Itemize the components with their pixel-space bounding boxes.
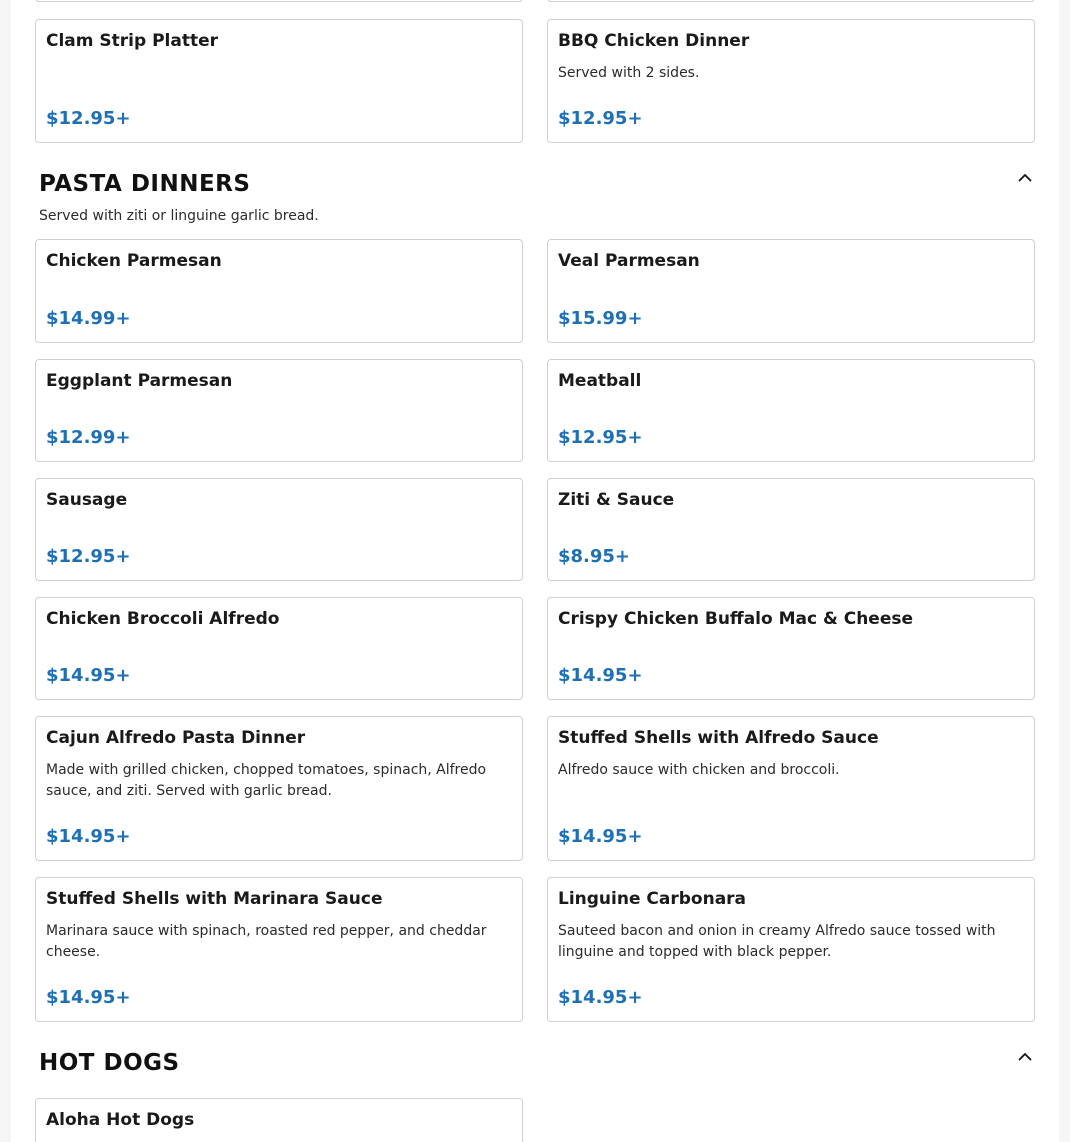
chevron-up-icon <box>1018 1052 1032 1061</box>
menu-item-name: Meatball <box>558 371 642 391</box>
menu-item-name: Chicken Broccoli Alfredo <box>46 609 280 629</box>
menu-item-card-partial[interactable] <box>547 0 1035 2</box>
menu-item-card[interactable] <box>547 239 1035 343</box>
menu-item-name: BBQ Chicken Dinner <box>558 31 750 51</box>
menu-item-description: Sauteed bacon and onion in creamy Alfredo sauce tossed with linguine and topped with black pepper. <box>558 923 996 960</box>
menu-item-price: $12.95+ <box>46 108 131 129</box>
menu-item-card[interactable] <box>547 597 1035 700</box>
menu-item-card[interactable] <box>35 1098 523 1142</box>
menu-item-price: $12.99+ <box>46 427 131 448</box>
collapse-section-button[interactable] <box>1013 165 1037 189</box>
menu-item-price: $14.95+ <box>46 826 131 847</box>
menu-item-card[interactable] <box>35 716 523 861</box>
menu-item-name: Linguine Carbonara <box>558 889 747 909</box>
menu-item-name: Sausage <box>46 490 128 510</box>
menu-item-card[interactable] <box>35 478 523 581</box>
menu-item-price: $15.99+ <box>558 308 643 329</box>
menu-item-price: $14.95+ <box>558 987 643 1008</box>
menu-item-card[interactable] <box>547 478 1035 581</box>
menu-item-name: Stuffed Shells with Alfredo Sauce <box>558 728 879 748</box>
menu-item-price: $12.95+ <box>46 546 131 567</box>
menu-item-card[interactable] <box>547 716 1035 861</box>
menu-item-card[interactable] <box>35 239 523 343</box>
chevron-up-icon <box>1018 173 1032 182</box>
menu-item-name: Veal Parmesan <box>558 251 700 271</box>
menu-item-card-partial[interactable] <box>35 0 523 2</box>
menu-item-name: Aloha Hot Dogs <box>46 1110 195 1130</box>
menu-page <box>11 0 1059 1142</box>
menu-item-name: Clam Strip Platter <box>46 31 219 51</box>
menu-item-name: Ziti & Sauce <box>558 490 675 510</box>
menu-item-price: $12.95+ <box>558 108 643 129</box>
section-description-pasta-dinners: Served with ziti or linguine garlic bread. <box>39 208 319 224</box>
menu-item-name: Stuffed Shells with Marinara Sauce <box>46 889 383 909</box>
section-title-pasta-dinners: PASTA DINNERS <box>39 171 251 197</box>
menu-item-name: Cajun Alfredo Pasta Dinner <box>46 728 306 748</box>
menu-item-price: $12.95+ <box>558 427 643 448</box>
menu-item-price: $14.99+ <box>46 308 131 329</box>
menu-item-description: Marinara sauce with spinach, roasted red pepper, and cheddar cheese. <box>46 923 487 960</box>
menu-item-price: $14.95+ <box>46 665 131 686</box>
menu-item-description: Served with 2 sides. <box>558 65 700 81</box>
section-title-hot-dogs: HOT DOGS <box>39 1050 180 1076</box>
menu-item-name: Crispy Chicken Buffalo Mac & Cheese <box>558 609 913 629</box>
menu-item-price: $8.95+ <box>558 546 631 567</box>
menu-item-description: Made with grilled chicken, chopped tomatoes, spinach, Alfredo sauce, and ziti. Served with garlic bread. <box>46 762 487 799</box>
menu-item-price: $14.95+ <box>46 987 131 1008</box>
menu-item-card[interactable] <box>547 19 1035 143</box>
menu-item-name: Eggplant Parmesan <box>46 371 233 391</box>
menu-item-card[interactable] <box>35 877 523 1022</box>
menu-item-card[interactable] <box>35 19 523 143</box>
menu-item-price: $14.95+ <box>558 665 643 686</box>
menu-item-description: Alfredo sauce with chicken and broccoli. <box>558 762 840 778</box>
menu-item-card[interactable] <box>35 597 523 700</box>
menu-item-card[interactable] <box>35 359 523 462</box>
menu-item-price: $14.95+ <box>558 826 643 847</box>
collapse-section-button[interactable] <box>1013 1044 1037 1068</box>
menu-item-card[interactable] <box>547 359 1035 462</box>
menu-item-name: Chicken Parmesan <box>46 251 222 271</box>
menu-item-card[interactable] <box>547 877 1035 1022</box>
